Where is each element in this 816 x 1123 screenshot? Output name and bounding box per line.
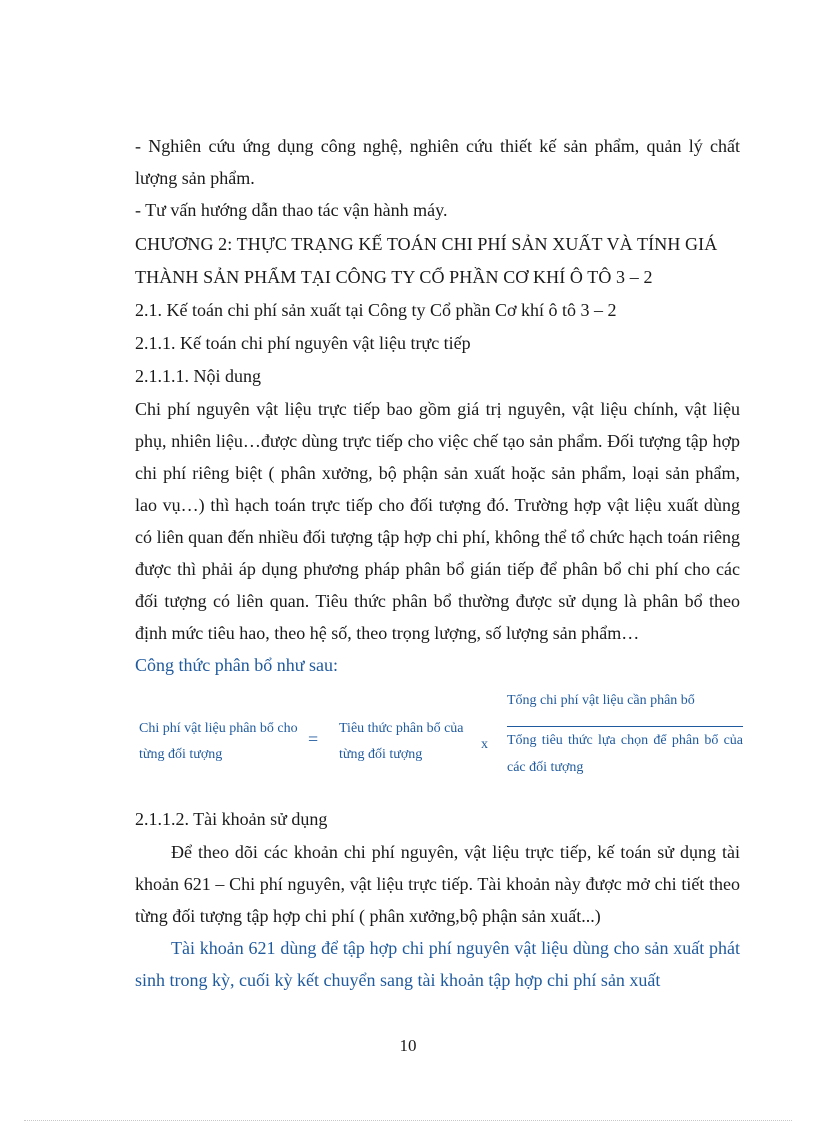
formula-denominator: Tổng tiêu thức lựa chọn để phân bổ của các đối tượng (507, 733, 743, 775)
heading-2-1: 2.1. Kế toán chi phí sản xuất tại Công ty Cổ phần Cơ khí ô tô 3 – 2 (135, 300, 617, 320)
heading-2-1-1-1: 2.1.1.1. Nội dung (135, 366, 261, 386)
page-bottom-divider (24, 1120, 792, 1121)
formula-multiply-sign: x (481, 737, 488, 752)
heading-2-1-1-2: 2.1.1.2. Tài khoản sử dụng (135, 809, 328, 829)
page-number: 10 (399, 1036, 417, 1055)
content-paragraph: Chi phí nguyên vật liệu trực tiếp bao gồm giá trị nguyên, vật liệu chính, vật liệu phụ, nhiên liệu…được dùng trực tiếp cho việc chế tạo sản phẩm. Đối tượng tập hợp chi phí riêng biệt ( phân xưởng, bộ phận sản xuất hoặc sản phẩm, loại sản phẩm, lao vụ…) thì hạch toán trực tiếp cho đối tượng đó. Trường hợp vật liệu xuất dùng có liên quan đến nhiều đối tượng tập hợp chi phí, không thể tổ chức hạch toán riêng được thì phải áp dụng phương pháp phân bổ gián tiếp để phân bổ chi phí cho các đối tượng có liên quan. Tiêu thức phân bổ thường được sử dụng là phân bổ theo định mức tiêu hao, theo hệ số, theo trọng lượng, số lượng sản phẩm… (135, 399, 740, 643)
page-content (135, 130, 743, 996)
formula-numerator: Tổng chi phí vật liệu cần phân bổ (507, 693, 695, 708)
formula-left-term: Chi phí vật liệu phân bổ cho từng đối tượng (139, 721, 298, 762)
account-paragraph: Để theo dõi các khoản chi phí nguyên, vật liệu trực tiếp, kế toán sử dụng tài khoản 621 – Chi phí nguyên, vật liệu trực tiếp. Tài khoản này được mở chi tiết theo từng đối tượng tập hợp chi phí ( phân xưởng,bộ phận sản xuất...) (135, 842, 740, 926)
formula-fraction (507, 688, 743, 781)
formula-intro: Công thức phân bổ như sau: (135, 655, 338, 675)
formula-equals-sign: = (308, 729, 319, 749)
chapter-title: CHƯƠNG 2: THỰC TRẠNG KẾ TOÁN CHI PHÍ SẢN XUẤT VÀ TÍNH GIÁ THÀNH SẢN PHẨM TẠI CÔNG TY CỔ PHẦN CƠ KHÍ Ô TÔ 3 – 2 (135, 234, 718, 287)
bullet-research: - Nghiên cứu ứng dụng công nghệ, nghiên cứu thiết kế sản phẩm, quản lý chất lượng sản phẩm. (135, 136, 740, 188)
allocation-formula (135, 688, 743, 803)
heading-2-1-1: 2.1.1. Kế toán chi phí nguyên vật liệu trực tiếp (135, 333, 471, 353)
bullet-consulting: - Tư vấn hướng dẫn thao tác vận hành máy. (135, 200, 448, 220)
formula-middle-term: Tiêu thức phân bổ của từng đối tượng (339, 721, 464, 762)
account-paragraph-2: Tài khoản 621 dùng để tập hợp chi phí nguyên vật liệu dùng cho sản xuất phát sinh trong kỳ, cuối kỳ kết chuyển sang tài khoản tập hợp chi phí sản xuất (135, 938, 740, 990)
